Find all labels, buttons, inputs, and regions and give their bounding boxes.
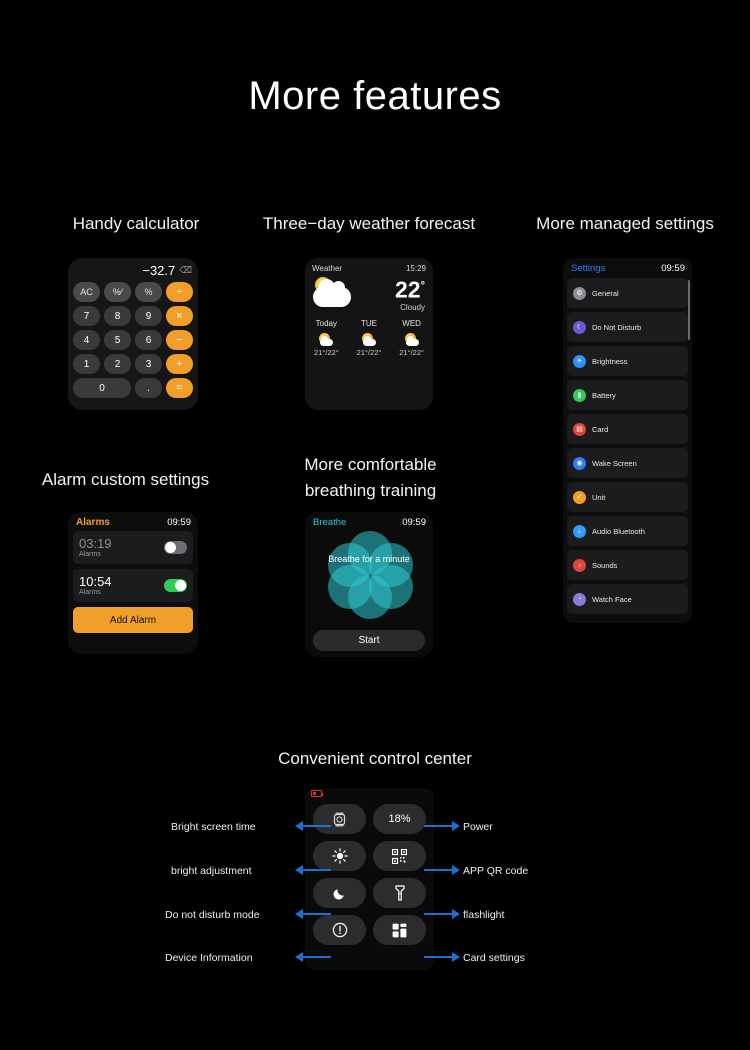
cc-right-label-flashlight: flashlight	[463, 909, 505, 921]
calc-key-plusminus[interactable]: %⁄	[104, 282, 131, 302]
forecast-day-name: TUE	[360, 318, 377, 328]
weather-temperature-value: 22	[395, 276, 421, 303]
weather-temperature	[395, 275, 425, 301]
breathe-screen	[305, 512, 433, 657]
cards-grid-icon	[392, 923, 407, 938]
cc-flashlight-button[interactable]	[373, 878, 426, 908]
sun-behind-cloud-icon	[318, 333, 334, 345]
breathe-title: Breathe	[313, 517, 347, 528]
calculator-keypad	[68, 282, 198, 407]
brightness-icon: ☀	[573, 355, 586, 368]
settings-row-label: Sounds	[592, 560, 618, 570]
sun-behind-cloud-icon	[361, 333, 377, 345]
scrollbar[interactable]	[688, 280, 690, 340]
calculator-row	[73, 306, 193, 326]
calc-key-percent[interactable]: %	[135, 282, 162, 302]
wake-screen-icon: ◉	[573, 457, 586, 470]
alarms-header	[68, 512, 198, 531]
settings-row-brightness[interactable]	[567, 346, 688, 376]
sun-behind-cloud-icon	[311, 276, 355, 310]
moon-icon: ☾	[573, 321, 586, 334]
alarms-screen	[68, 512, 198, 654]
calc-key-multiply[interactable]: ×	[166, 306, 193, 326]
arrow-left	[295, 865, 331, 875]
weather-app-name: Weather	[312, 264, 343, 273]
calc-key-5[interactable]: 5	[104, 330, 131, 350]
section-heading-breathing	[268, 452, 473, 504]
alarms-title: Alarms	[76, 517, 110, 528]
weather-forecast-list	[305, 319, 433, 357]
alarm-subtitle: Alarms	[79, 589, 101, 596]
settings-row-do-not-disturb[interactable]	[567, 312, 688, 342]
section-heading-control-center: Convenient control center	[278, 749, 472, 768]
cc-do-not-disturb-button[interactable]	[313, 878, 366, 908]
calc-key-4[interactable]: 4	[73, 330, 100, 350]
forecast-day	[306, 319, 346, 357]
settings-row-battery[interactable]	[567, 380, 688, 410]
settings-row-label: Watch Face	[592, 594, 632, 604]
calc-key-9[interactable]: 9	[135, 306, 162, 326]
battery-icon: ▮	[573, 389, 586, 402]
settings-row-label: Unit	[592, 492, 606, 502]
calc-key-1[interactable]: 1	[73, 354, 100, 374]
section-heading-alarm: Alarm custom settings	[41, 470, 210, 489]
cc-right-label-app-qr-code: APP QR code	[463, 865, 529, 877]
settings-row-label: Audio Bluetooth	[592, 526, 645, 536]
settings-row-label: General	[592, 288, 619, 298]
settings-row-wake-screen[interactable]	[567, 448, 688, 478]
settings-row-watch-face[interactable]	[567, 584, 688, 614]
forecast-day-range: 21°/22°	[356, 347, 382, 357]
forecast-day	[349, 319, 389, 357]
cc-left-label-bright-adjustment: bright adjustment	[171, 865, 252, 877]
control-statusbar	[305, 788, 434, 804]
settings-screen	[563, 258, 692, 623]
add-alarm-button[interactable]: Add Alarm	[73, 607, 193, 633]
gear-icon: ⚙	[573, 287, 586, 300]
settings-row-label: Brightness	[592, 356, 628, 366]
calculator-screen	[68, 258, 198, 410]
section-heading-weather: Three−day weather forecast	[262, 214, 476, 233]
watch-face-icon: ◔	[573, 593, 586, 606]
arrow-left	[295, 821, 331, 831]
settings-row-audio-bluetooth[interactable]	[567, 516, 688, 546]
calc-key-divide[interactable]: ÷	[166, 282, 193, 302]
arrow-right	[424, 865, 460, 875]
forecast-day	[392, 319, 432, 357]
settings-list	[563, 278, 692, 614]
sun-behind-cloud-icon	[404, 333, 420, 345]
calc-key-0[interactable]: 0	[73, 378, 131, 398]
forecast-day-range: 21°/22°	[399, 347, 425, 357]
cc-left-label-device-information: Device Information	[165, 952, 253, 964]
settings-row-label: Wake Screen	[592, 458, 637, 468]
cc-right-label-power: Power	[463, 821, 493, 833]
breathing-heading-line1: More comfortable	[304, 455, 437, 474]
breathe-time: 09:59	[402, 517, 426, 528]
alarm-time: 03:19	[79, 536, 112, 551]
settings-row-general[interactable]	[567, 278, 688, 308]
backspace-icon[interactable]: ⌫	[179, 264, 192, 275]
qr-code-icon	[392, 849, 407, 864]
section-heading-calculator: Handy calculator	[72, 214, 200, 233]
weather-statusbar	[305, 258, 433, 273]
arrow-left	[295, 952, 331, 962]
calculator-display-value: −32.7	[142, 262, 176, 278]
arrow-right	[424, 909, 460, 919]
weather-condition: Cloudy	[400, 302, 425, 312]
section-heading-settings: More managed settings	[536, 214, 714, 233]
breathe-flower-icon	[317, 529, 422, 607]
cc-left-label-do-not-disturb: Do not disturb mode	[165, 909, 260, 921]
flashlight-icon	[395, 885, 405, 901]
weather-temperature-block	[395, 275, 425, 312]
arrow-right	[424, 821, 460, 831]
settings-header	[563, 258, 692, 278]
calc-key-7[interactable]: 7	[73, 306, 100, 326]
cc-device-information-button[interactable]	[313, 915, 366, 945]
settings-row-card[interactable]	[567, 414, 688, 444]
settings-row-sounds[interactable]	[567, 550, 688, 580]
page-title: More features	[248, 74, 502, 118]
battery-low-icon	[311, 790, 322, 797]
calc-key-decimal[interactable]: .	[135, 378, 162, 398]
alarm-toggle[interactable]	[164, 541, 187, 554]
cc-card-settings-button[interactable]	[373, 915, 426, 945]
weather-degree-sign: °	[420, 280, 425, 292]
alarm-row[interactable]	[73, 531, 193, 564]
settings-row-label: Battery	[592, 390, 616, 400]
settings-row-label: Do Not Disturb	[592, 322, 642, 332]
alarms-time: 09:59	[167, 517, 191, 528]
calc-key-2[interactable]: 2	[104, 354, 131, 374]
settings-time: 09:59	[661, 263, 685, 274]
cc-left-label-bright-screen-time: Bright screen time	[171, 821, 256, 833]
settings-row-unit[interactable]	[567, 482, 688, 512]
calculator-row	[73, 330, 193, 350]
alarm-subtitle: Alarms	[79, 551, 101, 558]
calc-key-equals[interactable]: =	[166, 378, 193, 398]
weather-current	[305, 273, 433, 312]
alarm-time: 10:54	[79, 574, 112, 589]
weather-screen	[305, 258, 433, 410]
bluetooth-icon: ᛦ	[573, 525, 586, 538]
control-center-screen	[305, 788, 434, 970]
weather-time: 15:29	[405, 264, 426, 273]
calc-key-6[interactable]: 6	[135, 330, 162, 350]
card-icon: ▤	[573, 423, 586, 436]
breathing-heading-line2: breathing training	[304, 481, 437, 500]
settings-row-label: Card	[592, 424, 609, 434]
calculator-row	[73, 354, 193, 374]
calc-key-8[interactable]: 8	[104, 306, 131, 326]
arrow-right	[424, 952, 460, 962]
calc-key-plus[interactable]: +	[166, 354, 193, 374]
alarm-row[interactable]	[73, 569, 193, 602]
brightness-icon	[332, 848, 348, 864]
moon-icon	[333, 886, 347, 900]
forecast-day-name: WED	[402, 318, 421, 328]
calc-key-3[interactable]: 3	[135, 354, 162, 374]
calculator-display	[68, 258, 198, 282]
speaker-icon: ♪	[573, 559, 586, 572]
cc-right-label-card-settings: Card settings	[463, 952, 525, 964]
forecast-day-range: 21°/22°	[313, 347, 339, 357]
breathe-header	[305, 512, 433, 528]
cc-qr-code-button[interactable]	[373, 841, 426, 871]
cc-power-button[interactable]: 18%	[373, 804, 426, 834]
watch-screen-time-icon	[333, 812, 346, 827]
calc-key-ac[interactable]: AC	[73, 282, 100, 302]
forecast-day-name: Today	[315, 318, 337, 328]
info-icon	[332, 922, 348, 938]
unit-icon: ✓	[573, 491, 586, 504]
settings-title: Settings	[571, 263, 606, 274]
arrow-left	[295, 909, 331, 919]
breathe-message: Breathe for a minute	[328, 554, 410, 564]
calc-key-minus[interactable]: −	[166, 330, 193, 350]
calculator-row	[73, 378, 193, 398]
breathe-start-button[interactable]: Start	[313, 630, 425, 651]
calculator-row	[73, 282, 193, 302]
alarm-toggle[interactable]	[164, 579, 187, 592]
